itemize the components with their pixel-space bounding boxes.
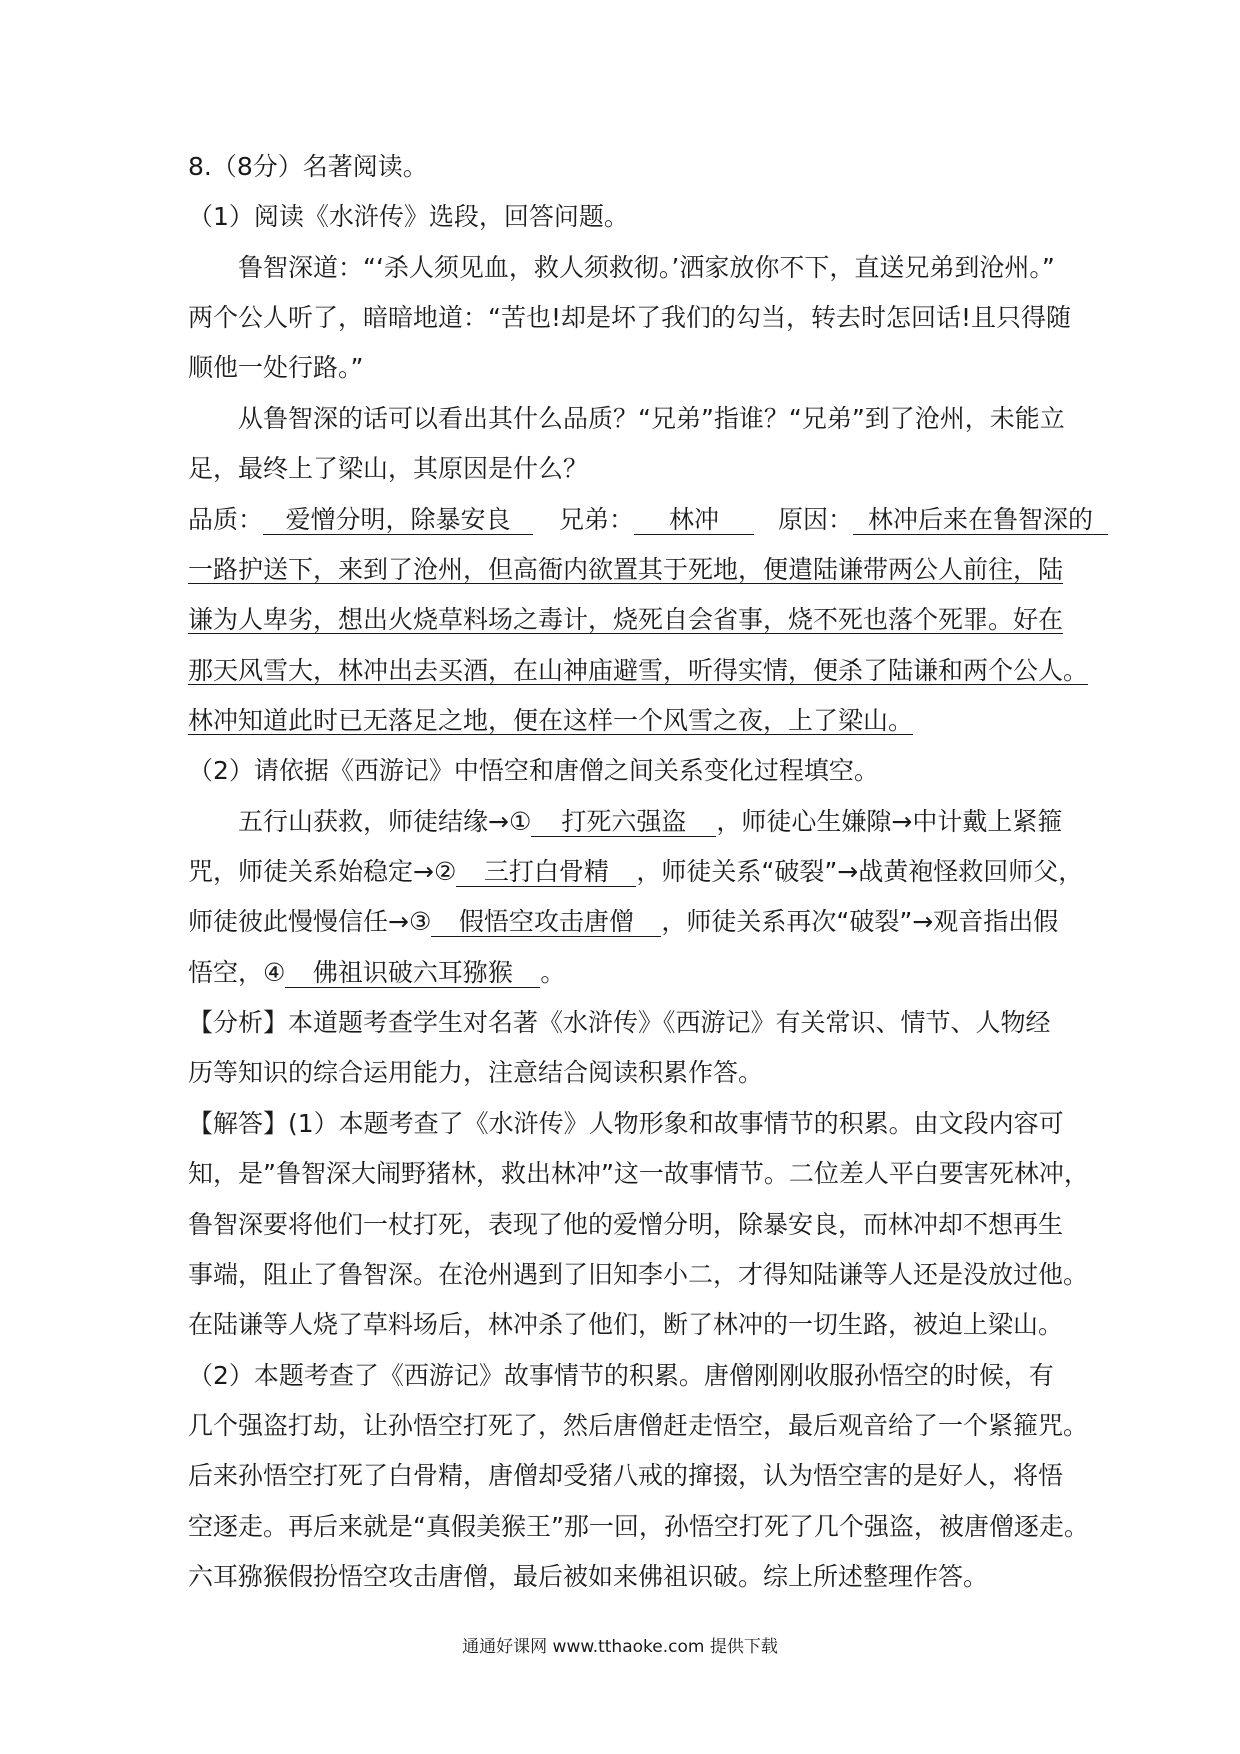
solution-line: 【解答】(1）本题考查了《水浒传》人物形象和故事情节的积累。由文段内容可 bbox=[188, 1109, 1064, 1138]
reason-label: 原因： bbox=[777, 505, 853, 534]
solution-line: 后来孙悟空打死了白骨精，唐僧却受猪八戒的撺掇，认为悟空害的是好人，将悟 bbox=[188, 1461, 1064, 1490]
part2-text: 咒，师徒关系始稳定→② bbox=[188, 857, 457, 886]
solution-line: 鲁智深要将他们一杖打死，表现了他的爱憎分明，除暴安良，而林冲却不想再生 bbox=[188, 1210, 1064, 1239]
solution-line: 在陆谦等人烧了草料场后，林冲杀了他们，断了林冲的一切生路，被迫上梁山。 bbox=[188, 1310, 1064, 1339]
reason-answer-first: 林冲后来在鲁智深的 bbox=[853, 506, 1108, 535]
part2-line-3 bbox=[188, 907, 1068, 937]
part2-text: 悟空，④ bbox=[188, 958, 286, 987]
question-header: 8.（8分）名著阅读。 bbox=[188, 152, 428, 181]
page-footer: 通通好课网 www.tthaoke.com 提供下载 bbox=[462, 1637, 778, 1657]
blank-answer-3: 假悟空攻击唐僧 bbox=[431, 908, 661, 937]
blank-answer-1: 打死六强盗 bbox=[531, 808, 716, 837]
reason-answer-line: 那天风雪大，林冲出去买酒，在山神庙避雪，听得实情，便杀了陆谦和两个公人。 bbox=[188, 656, 1089, 685]
brother-label: 兄弟： bbox=[558, 505, 634, 534]
solution-line: 事端，阻止了鲁智深。在沧州遇到了旧知李小二，才得知陆谦等人还是没放过他。 bbox=[188, 1260, 1089, 1289]
question-line-1: 从鲁智深的话可以看出其什么品质？“兄弟”指谁？“兄弟”到了沧州，未能立 bbox=[238, 404, 1065, 433]
reason-answer-line: 一路护送下，来到了沧州，但高衙内欲置其于死地，便遣陆谦带两公人前往，陆 bbox=[188, 555, 1064, 584]
quality-answer: 爱憎分明，除暴安良 bbox=[263, 506, 533, 535]
reason-answer-line: 林冲知道此时已无落足之地，便在这样一个风雪之夜，上了梁山。 bbox=[188, 706, 914, 735]
part2-line-2 bbox=[188, 857, 1084, 887]
part2-text: ，师徒心生嫌隙→中计戴上紧箍 bbox=[716, 807, 1063, 836]
part1-prompt: （1）阅读《水浒传》选段，回答问题。 bbox=[188, 202, 629, 231]
analysis-line: 历等知识的综合运用能力，注意结合阅读积累作答。 bbox=[188, 1058, 764, 1087]
part2-text: ，师徒关系“破裂”→战黄袍怪救回师父， bbox=[636, 857, 1084, 886]
passage-line-2: 两个公人听了，暗暗地道：“苦也!却是坏了我们的勾当，转去时怎回话!且只得随 bbox=[188, 303, 1071, 332]
part2-prompt: （2）请依据《西游记》中悟空和唐僧之间关系变化过程填空。 bbox=[188, 756, 879, 785]
quality-label: 品质： bbox=[188, 505, 264, 534]
part2-text: 五行山获救，师徒结缘→① bbox=[238, 807, 532, 836]
blank-answer-4: 佛祖识破六耳猕猴 bbox=[285, 959, 540, 988]
analysis-line: 【分析】本道题考查学生对名著《水浒传》《西游记》有关常识、情节、人物经 bbox=[188, 1008, 1051, 1037]
part2-line-4 bbox=[188, 958, 1068, 988]
answer1-first-line bbox=[188, 505, 1093, 535]
part2-line-1 bbox=[238, 807, 1118, 837]
blank-answer-2: 三打白骨精 bbox=[456, 858, 636, 887]
solution-line: （2）本题考查了《西游记》故事情节的积累。唐僧刚刚收服孙悟空的时候，有 bbox=[188, 1361, 1054, 1390]
part2-text: 师徒彼此慢慢信任→③ bbox=[188, 907, 432, 936]
reason-answer-line: 谦为人卑劣，想出火烧草料场之毒计，烧死自会省事，烧不死也落个死罪。好在 bbox=[188, 605, 1064, 634]
brother-answer: 林冲 bbox=[634, 506, 754, 535]
solution-line: 知，是”鲁智深大闹野猪林，救出林冲”这一故事情节。二位差人平白要害死林冲， bbox=[188, 1159, 1089, 1188]
solution-line: 空逐走。再后来就是“真假美猴王”那一回，孙悟空打死了几个强盗，被唐僧逐走。 bbox=[188, 1512, 1089, 1541]
part2-text: 。 bbox=[540, 958, 566, 987]
passage-line-1: 鲁智深道：“‘杀人须见血，救人须救彻。’洒家放你不下，直送兄弟到沧州。” bbox=[238, 253, 1055, 282]
passage-line-3: 顺他一处行路。” bbox=[188, 353, 364, 382]
question-line-2: 足，最终上了梁山，其原因是什么？ bbox=[188, 454, 589, 483]
solution-line: 几个强盗打劫，让孙悟空打死了，然后唐僧赶走悟空，最后观音给了一个紧箍咒。 bbox=[188, 1411, 1089, 1440]
solution-line: 六耳猕猴假扮悟空攻击唐僧，最后被如来佛祖识破。综上所述整理作答。 bbox=[188, 1562, 989, 1591]
part2-text: ，师徒关系再次“破裂”→观音指出假 bbox=[661, 907, 1059, 936]
